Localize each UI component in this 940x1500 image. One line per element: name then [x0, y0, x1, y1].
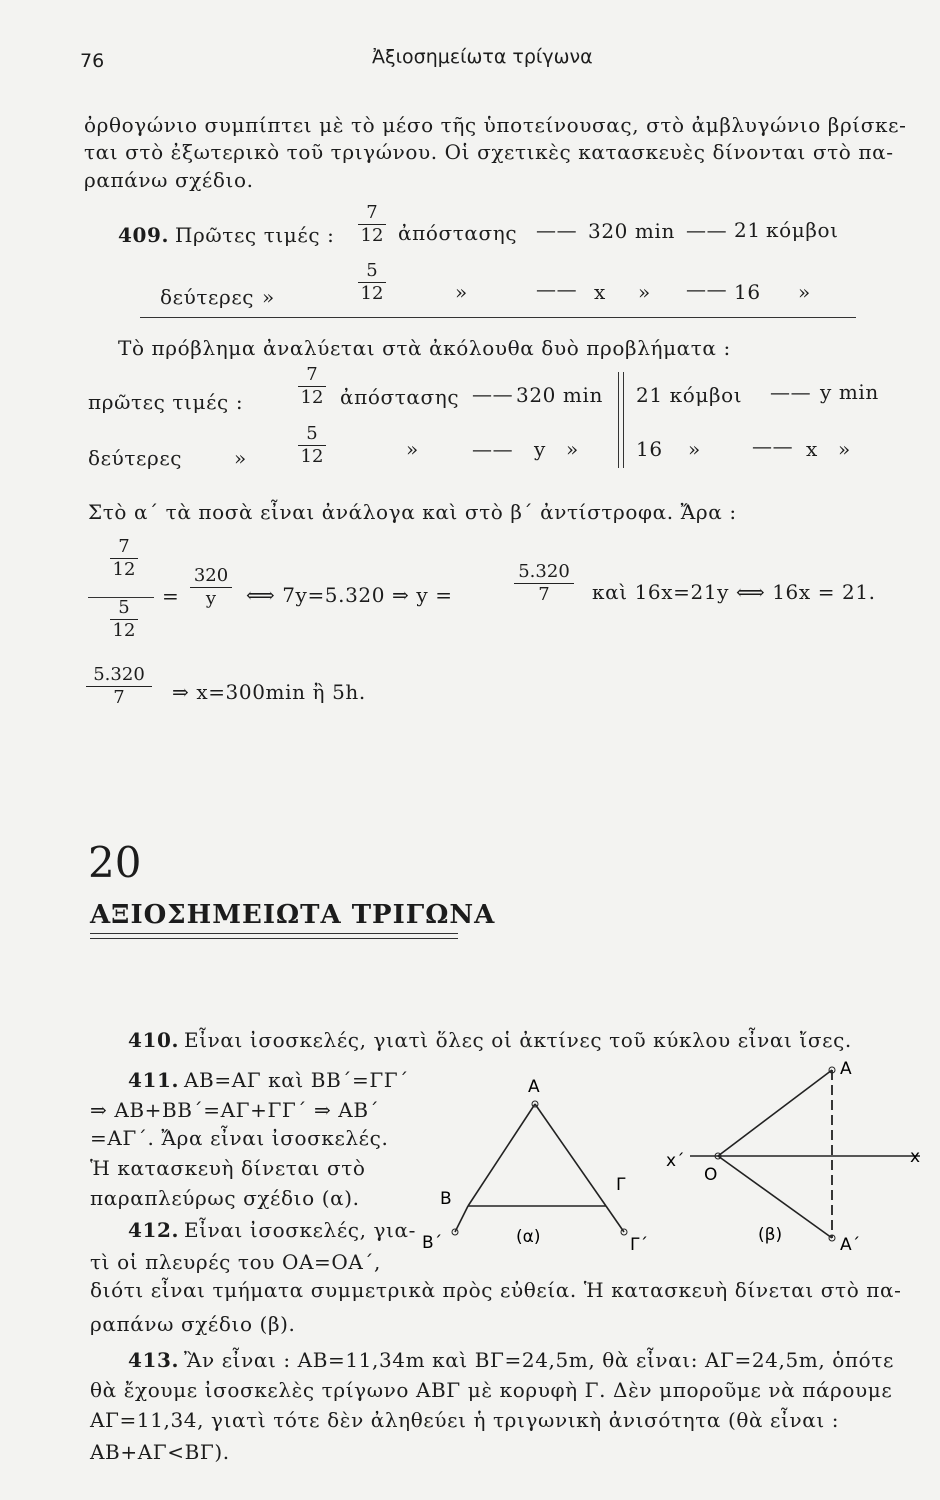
caption-beta: (β)	[758, 1225, 783, 1245]
equals-sign: =	[162, 584, 180, 608]
table-distance: ἀπόστασης	[340, 385, 460, 409]
dash: ——	[472, 382, 514, 406]
dash: ——	[686, 277, 728, 301]
label-G: Γ	[616, 1175, 626, 1195]
table-first-label: πρῶτες τιμές :	[88, 390, 244, 414]
label-x2: x΄	[666, 1151, 685, 1171]
ditto-mark: »	[262, 285, 275, 309]
problem-413-line-3: ΑΓ=11,34, γιατὶ τότε δὲν ἀληθεύει ἡ τριγωνικὴ ἀνισότητα (θὰ εἶναι :	[90, 1408, 840, 1432]
ditto-mark: »	[406, 437, 419, 461]
table-fraction-5-12: 5 12	[298, 425, 326, 466]
problem-411-number: 411.	[128, 1068, 180, 1092]
dash: ——	[770, 380, 812, 404]
distance-label: ἀπόστασης	[398, 221, 518, 245]
label-B: Β	[440, 1189, 452, 1209]
intro-line-2: ται στὸ ἐξωτερικὸ τοῦ τριγώνου. Οἱ σχετικὲς κατασκευὲς δίνονται στὸ πα-	[84, 140, 894, 164]
table-y: y	[534, 437, 546, 461]
extension-GG2	[606, 1206, 624, 1232]
side-AB	[468, 1104, 535, 1206]
eq-fraction-5-12-bottom: 5 12	[110, 599, 138, 640]
dash: ——	[536, 277, 578, 301]
fraction-5320-7-final: 5.320 7	[86, 666, 152, 707]
fraction-5-12: 5 12	[358, 262, 386, 303]
label-x: x	[910, 1147, 921, 1167]
table-y-min: y min	[820, 380, 879, 404]
final-result: ⇒ x=300min ἢ 5h.	[172, 680, 366, 704]
ditto-mark: »	[798, 280, 811, 304]
problem-413-number: 413.	[128, 1348, 180, 1372]
table-fraction-7-12: 7 12	[298, 366, 326, 407]
problem-412-number: 412.	[128, 1218, 180, 1242]
first-values-label: Πρῶτες τιμές :	[175, 223, 335, 247]
label-O: Ο	[704, 1165, 718, 1185]
problem-412-line-2: τὶ οἱ πλευρές του ΟΑ=ΟΑ΄,	[90, 1250, 381, 1274]
table-second-label: δεύτερες	[88, 446, 183, 470]
value-16: 16	[734, 280, 761, 304]
label-A: Α	[840, 1059, 852, 1079]
problem-411-line-1: ΑΒ=ΑΓ καὶ ΒΒ΄=ΓΓ΄	[184, 1068, 409, 1092]
problem-409-number: 409.	[118, 223, 170, 247]
ditto-mark: »	[688, 437, 701, 461]
problem-410-text: Εἶναι ἰσοσκελές, γιατὶ ὅλες οἱ ἀκτίνες τοῦ κύκλου εἶναι ἴσες.	[184, 1028, 852, 1052]
equation-part-1: ⟺ 7y=5.320 ⇒ y =	[246, 583, 453, 607]
problem-411-line-5: παραπλεύρως σχέδιο (α).	[90, 1186, 360, 1210]
dash: ——	[752, 434, 794, 458]
ditto-mark: »	[455, 280, 468, 304]
problem-412-line-3: διότι εἶναι τμήματα συμμετρικὰ πρὸς εὐθεία. Ἡ κατασκευὴ δίνεται στὸ πα-	[90, 1278, 902, 1302]
table-16: 16	[636, 437, 663, 461]
label-A: Α	[528, 1077, 540, 1097]
ditto-mark: »	[838, 437, 851, 461]
side-AG	[535, 1104, 606, 1206]
ditto-mark: »	[638, 280, 651, 304]
dash: ——	[472, 437, 514, 461]
split-sentence: Τὸ πρόβλημα ἀναλύεται στὰ ἀκόλουθα δυὸ προβλήματα :	[118, 336, 731, 360]
value-21: 21	[734, 218, 761, 242]
problem-410-number: 410.	[128, 1028, 180, 1052]
eq-fraction-7-12-top: 7 12	[110, 538, 138, 579]
extension-BB2	[455, 1206, 468, 1232]
problem-411-line-3: =ΑΓ΄. Ἄρα εἶναι ἰσοσκελές.	[90, 1126, 389, 1150]
fraction-7-12: 7 12	[358, 204, 386, 245]
chapter-title: ΑΞΙΟΣΗΜΕΙΩΤΑ ΤΡΙΓΩΝΑ	[90, 900, 496, 930]
value-x: x	[594, 280, 606, 304]
second-values-label: δεύτερες	[160, 285, 255, 309]
figure-beta	[660, 1054, 930, 1254]
divider	[140, 317, 856, 318]
title-underline	[90, 938, 458, 939]
label-G2: Γ΄	[630, 1235, 648, 1255]
intro-line-3: ραπάνω σχέδιο.	[84, 168, 254, 192]
dash: ——	[686, 218, 728, 242]
problem-411-line-2: ⇒ ΑΒ+ΒΒ΄=ΑΓ+ΓΓ΄ ⇒ ΑΒ΄	[90, 1098, 380, 1122]
problem-413-line-1: Ἂν εἶναι : ΑΒ=11,34m καὶ ΒΓ=24,5m, θὰ εἶναι: ΑΓ=24,5m, ὁπότε	[184, 1348, 894, 1372]
table-vertical-divider	[623, 372, 624, 468]
problem-413-line-4: ΑΒ+ΑΓ<ΒΓ).	[90, 1440, 230, 1464]
table-vertical-divider	[618, 372, 619, 468]
fraction-320-y: 320 y	[190, 567, 232, 608]
ditto-mark: »	[234, 446, 247, 470]
problem-412-line-4: ραπάνω σχέδιο (β).	[90, 1312, 296, 1336]
knots-label: κόμβοι	[766, 218, 839, 242]
table-x: x	[806, 437, 818, 461]
running-title: Ἀξιοσημείωτα τρίγωνα	[372, 46, 593, 68]
chapter-number: 20	[88, 838, 142, 887]
fraction-5320-7: 5.320 7	[514, 563, 574, 604]
segment-OA	[718, 1070, 832, 1156]
label-A2: Α΄	[840, 1235, 861, 1254]
proportion-sentence: Στὸ α΄ τὰ ποσὰ εἶναι ἀνάλογα καὶ στὸ β΄ ἀντίστροφα. Ἄρα :	[88, 500, 737, 524]
ditto-mark: »	[566, 437, 579, 461]
problem-412-line-1: Εἶναι ἰσοσκελές, για-	[184, 1218, 416, 1242]
problem-411-line-4: Ἡ κατασκευὴ δίνεται στὸ	[90, 1156, 366, 1180]
figure-alpha	[420, 1070, 660, 1270]
intro-line-1: ὀρθογώνιο συμπίπτει μὲ τὸ μέσο τῆς ὑποτείνουσας, στὸ ἀμβλυγώνιο βρίσκε-	[84, 113, 907, 137]
page-number: 76	[80, 50, 105, 72]
caption-alpha: (α)	[516, 1227, 541, 1247]
label-B2: Β΄	[422, 1233, 443, 1253]
equation-part-2: καὶ 16x=21y ⟺ 16x = 21.	[592, 580, 876, 604]
table-21-knots: 21 κόμβοι	[636, 383, 743, 407]
table-320: 320 min	[516, 383, 603, 407]
problem-413-line-2: θὰ ἔχουμε ἰσοσκελὲς τρίγωνο ΑΒΓ μὲ κορυφὴ Γ. Δὲν μποροῦμε νὰ πάρουμε	[90, 1378, 893, 1402]
title-underline	[90, 933, 458, 934]
dash: ——	[536, 218, 578, 242]
value-320-min: 320 min	[588, 219, 675, 243]
